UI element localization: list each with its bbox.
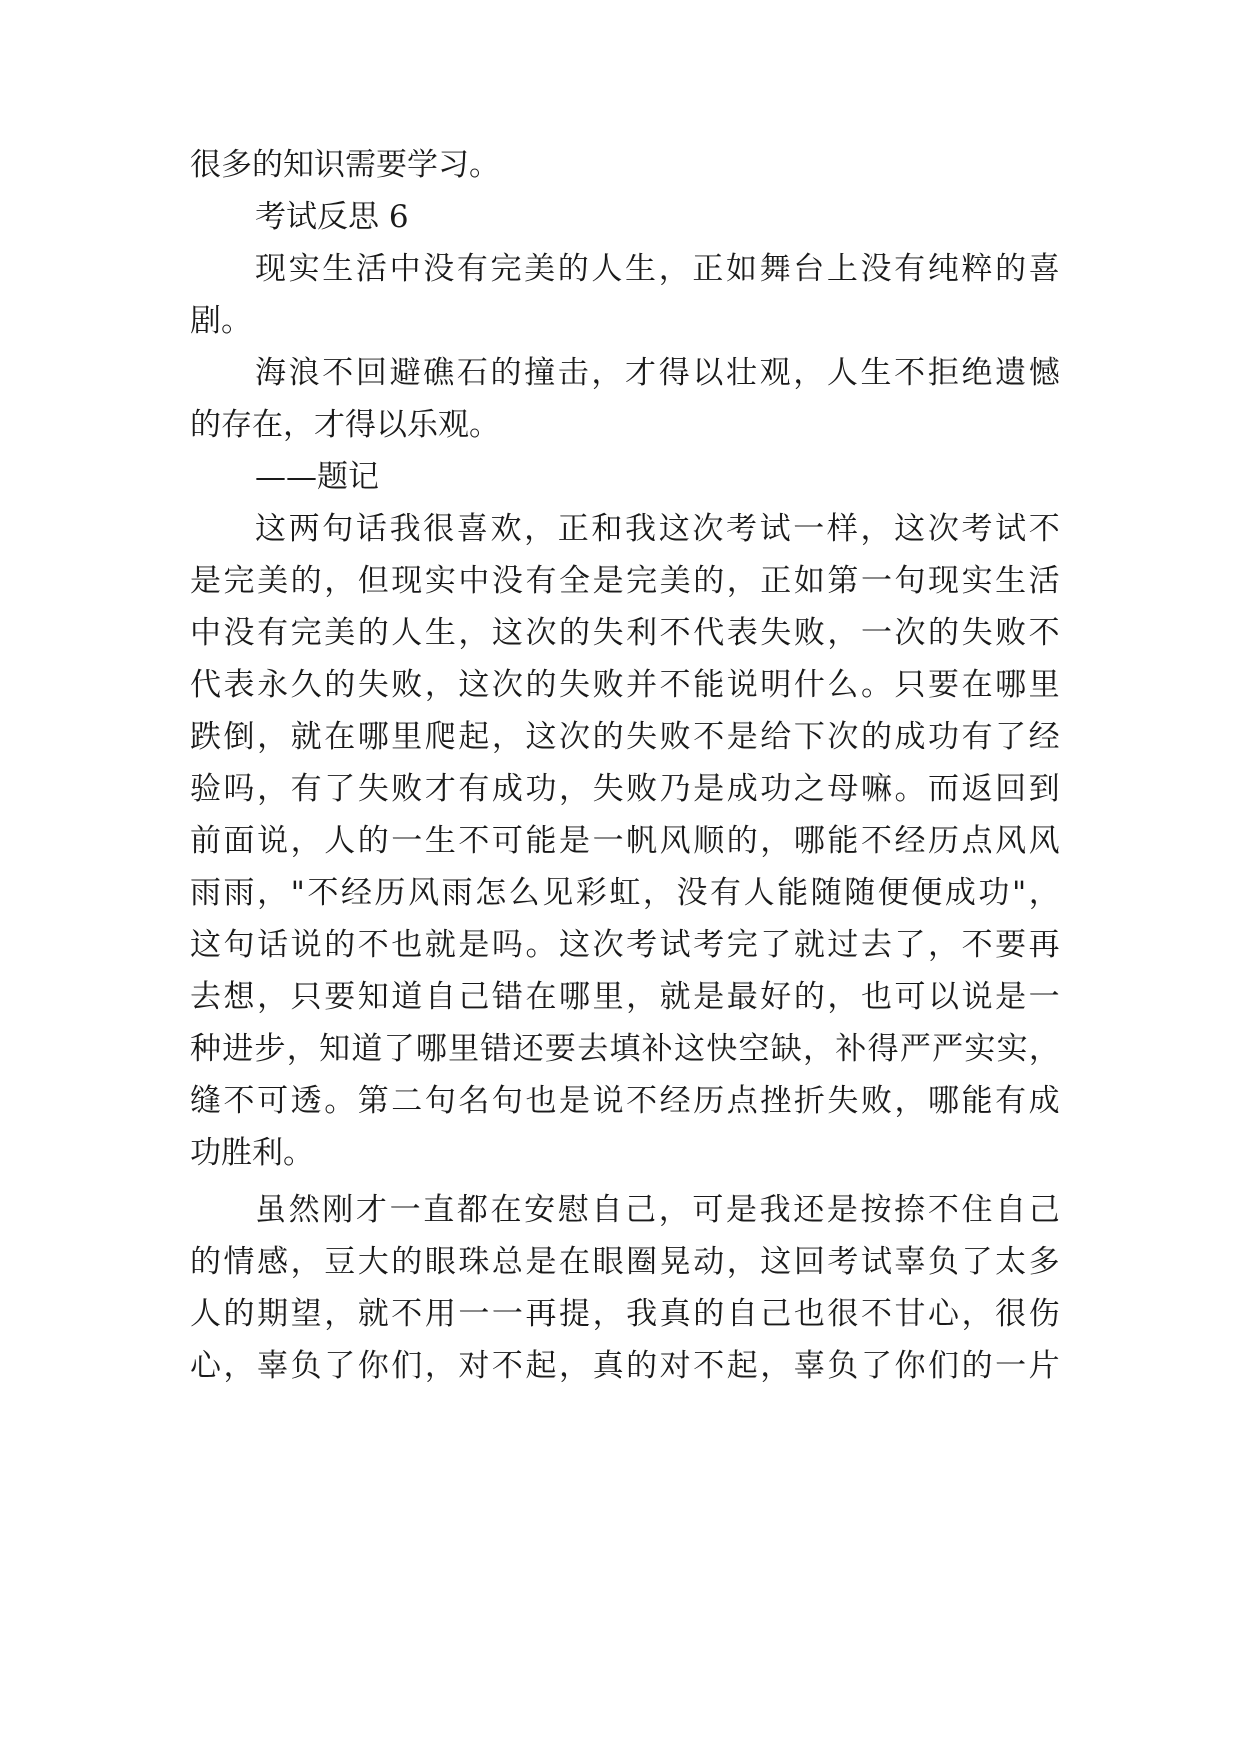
text-line: 是 完 美 的 ， 但 现 实 中 没 有 全 是 完 美 的 ， 正 如 第 一 句 现 实 生 活 bbox=[190, 563, 1060, 599]
text-line: 代 表 永 久 的 失 败 ， 这 次 的 失 败 并 不 能 说 明 什 么 。 只 要 在 哪 里 bbox=[190, 667, 1060, 703]
text-line: 现 实 生 活 中 没 有 完 美 的 人 生 ， 正 如 舞 台 上 没 有 纯 粹 的 喜 bbox=[255, 251, 1060, 287]
text-line: 前 面 说 ， 人 的 一 生 不 可 能 是 一 帆 风 顺 的 ， 哪 能 不 经 历 点 风 风 bbox=[190, 823, 1060, 859]
section-heading: 考试反思 6 bbox=[255, 199, 409, 235]
text-line: 缝 不 可 透 。 第 二 句 名 句 也 是 说 不 经 历 点 挫 折 失 败 ， 哪 能 有 成 bbox=[190, 1083, 1060, 1119]
text-line: 很多的知识需要学习。 bbox=[190, 147, 500, 183]
text-line: 验 吗 ， 有 了 失 败 才 有 成 功 ， 失 败 乃 是 成 功 之 母 嘛 。 而 返 回 到 bbox=[190, 771, 1060, 807]
text-line: 这 两 句 话 我 很 喜 欢 ， 正 和 我 这 次 考 试 一 样 ， 这 次 考 试 不 bbox=[255, 511, 1060, 547]
text-line: 的 情 感 ， 豆 大 的 眼 珠 总 是 在 眼 圈 晃 动 ， 这 回 考 试 辜 负 了 太 多 bbox=[190, 1244, 1060, 1280]
text-line: 功胜利。 bbox=[190, 1135, 314, 1171]
inscription-line: ——题记 bbox=[255, 459, 379, 495]
text-line: 雨 雨 ， " 不 经 历 风 雨 怎 么 见 彩 虹 ， 没 有 人 能 随 随 便 便 成 功 " ， bbox=[190, 875, 1060, 911]
text-line: 心 ， 辜 负 了 你 们 ， 对 不 起 ， 真 的 对 不 起 ， 辜 负 了 你 们 的 一 片 bbox=[190, 1348, 1060, 1384]
text-line: 人 的 期 望 ， 就 不 用 一 一 再 提 ， 我 真 的 自 己 也 很 不 甘 心 ， 很 伤 bbox=[190, 1296, 1060, 1332]
text-line: 虽 然 刚 才 一 直 都 在 安 慰 自 己 ， 可 是 我 还 是 按 捺 不 住 自 己 bbox=[255, 1192, 1060, 1228]
text-line: 去 想 ， 只 要 知 道 自 己 错 在 哪 里 ， 就 是 最 好 的 ， 也 可 以 说 是 一 bbox=[190, 979, 1060, 1015]
text-line: 剧。 bbox=[190, 303, 252, 339]
text-line: 这 句 话 说 的 不 也 就 是 吗 。 这 次 考 试 考 完 了 就 过 去 了 ， 不 要 再 bbox=[190, 927, 1060, 963]
text-line: 海 浪 不 回 避 礁 石 的 撞 击 ， 才 得 以 壮 观 ， 人 生 不 拒 绝 遗 憾 bbox=[255, 355, 1060, 391]
text-line: 跌 倒 ， 就 在 哪 里 爬 起 ， 这 次 的 失 败 不 是 给 下 次 的 成 功 有 了 经 bbox=[190, 719, 1060, 755]
text-line: 的存在，才得以乐观。 bbox=[190, 407, 500, 443]
text-line: 中 没 有 完 美 的 人 生 ， 这 次 的 失 利 不 代 表 失 败 ， 一 次 的 失 败 不 bbox=[190, 615, 1060, 651]
text-line: 种 进 步 ， 知 道 了 哪 里 错 还 要 去 填 补 这 快 空 缺 ， 补 得 严 严 实 实 ， bbox=[190, 1031, 1060, 1067]
